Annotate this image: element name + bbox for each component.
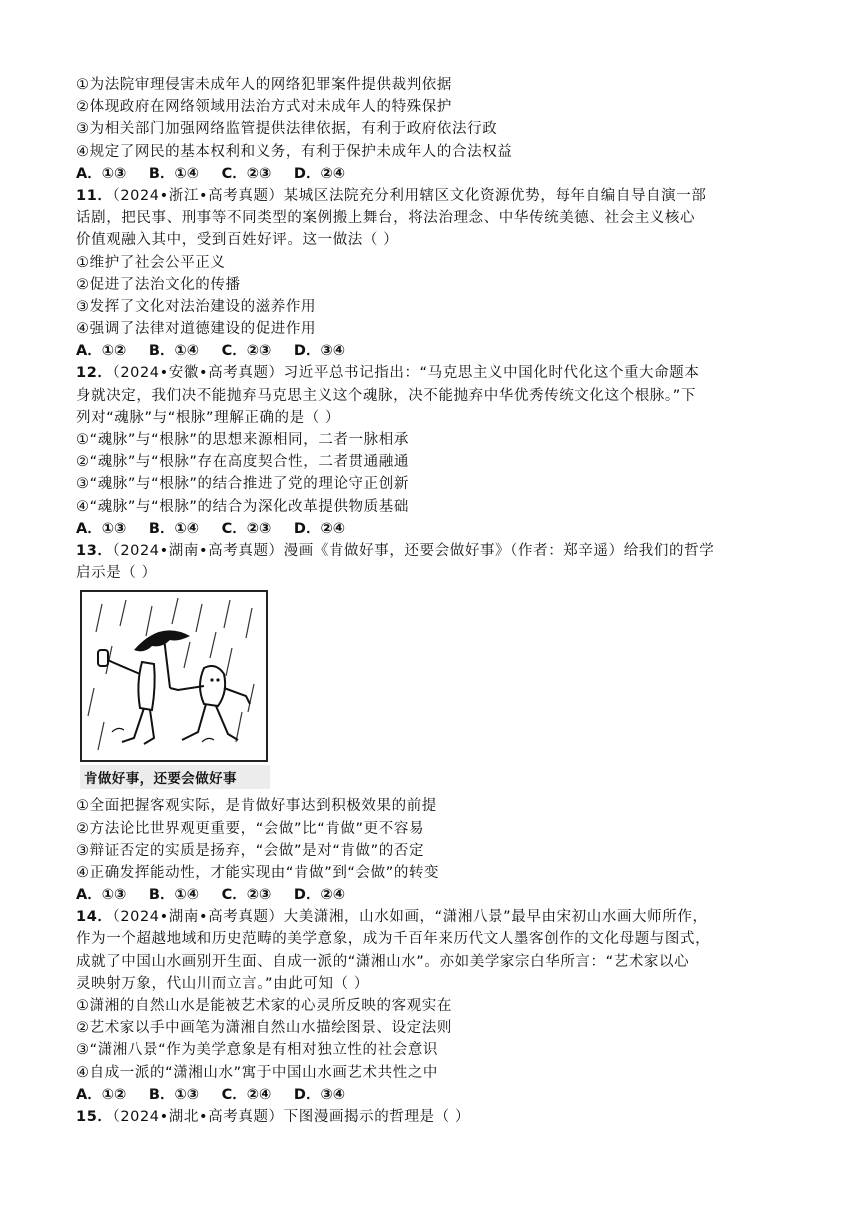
q13-cartoon-figure [80, 590, 270, 789]
q10-choice-d: D．②④ [293, 165, 346, 182]
q14-choice-b: B．①③ [148, 1086, 199, 1103]
q14-stem-text-1: （2024•湖南•高考真题）大美潇湘，山水如画，“潇湘八景”最早由宋初山水画大师所作， [112, 909, 708, 926]
q11-stem-text-1: （2024•浙江•高考真题）某城区法院充分利用辖区文化资源优势，每年自编自导自演一部 [112, 187, 707, 204]
q13-choice-d: D．②④ [293, 887, 346, 904]
q12-choice-b: B．①④ [148, 520, 199, 537]
q11-item-2: ②促进了法治文化的传播 [76, 276, 241, 293]
q11-choice-c: C．②③ [221, 343, 272, 360]
left-figure-hand [98, 650, 108, 666]
umbrella-handle [164, 638, 170, 688]
q12-item-4: ④“魂脉”与“根脉”的结合为深化改革提供物质基础 [76, 498, 409, 515]
q14-item-4: ④自成一派的“潇湘山水”寓于中国山水画艺术共性之中 [76, 1064, 439, 1081]
q14-item-3: ③“潇湘八景“作为美学意象是有相对独立性的社会意识 [76, 1042, 439, 1059]
q11-choice-d: D．③④ [293, 343, 346, 360]
q15-stem-line-1 [76, 1106, 788, 1128]
q12-choice-c: C．②③ [221, 520, 272, 537]
q12-item-2: ②“魂脉”与“根脉”存在高度契合性，二者贯通融通 [76, 454, 409, 471]
q12-item-3: ③“魂脉”与“根脉”的结合推进了党的理论守正创新 [76, 476, 409, 493]
q10-item-2: ②体现政府在网络领域用法治方式对未成年人的特殊保护 [76, 99, 452, 116]
q14-item-1: ①潇湘的自然山水是能被艺术家的心灵所反映的客观实在 [76, 998, 452, 1014]
q15-number: 15． [76, 1108, 113, 1125]
q12-stem-line-3: 列对“魂脉”与“根脉”理解正确的是（ ） [76, 409, 341, 426]
question-14 [76, 906, 788, 1106]
q14-stem-line-1 [76, 906, 788, 928]
q12-choices [76, 518, 788, 540]
q11-item-3: ③发挥了文化对法治建设的滋养作用 [76, 298, 317, 315]
q13-choice-b: B．①④ [148, 887, 199, 904]
q11-stem-line-3: 价值观融入其中，受到百姓好评。这一做法（ ） [76, 232, 399, 249]
q13-choices [76, 884, 788, 906]
umbrella-icon [134, 631, 190, 652]
question-10-options [76, 74, 788, 185]
q11-item-1: ①维护了社会公平正义 [76, 254, 226, 271]
exam-page [76, 74, 788, 1128]
question-12 [76, 362, 788, 540]
q12-choice-d: D．②④ [293, 520, 346, 537]
q10-item-4: ④规定了网民的基本权利和义务，有利于保护未成年人的合法权益 [76, 143, 513, 160]
q13-item-2: ②方法论比世界观更重要，“会做”比“肯做”更不容易 [76, 820, 425, 837]
q15-stem-text-1: （2024•湖北•高考真题）下图漫画揭示的哲理是（ ） [112, 1108, 471, 1125]
q12-stem-line-2: 身就决定，我们决不能抛弃马克思主义这个魂脉，决不能抛弃中华优秀传统文化这个根脉。”下 [76, 387, 696, 404]
q14-choice-d: D．③④ [293, 1086, 346, 1103]
q11-item-4: ④强调了法律对道德建设的促进作用 [76, 321, 317, 338]
q14-choice-a: A．①② [76, 1086, 127, 1103]
left-figure-legs [122, 708, 154, 744]
q11-stem-line-2: 话剧，把民事、刑事等不同类型的案例搬上舞台，将法治理念、中华传统美德、社会主义核心 [76, 210, 696, 227]
q13-cartoon-image [80, 590, 268, 762]
q13-stem-line-2: 启示是（ ） [76, 565, 157, 582]
q14-item-2: ②艺术家以手中画笔为潇湘自然山水描绘图景、设定法则 [76, 1020, 452, 1037]
q11-choice-b: B．①④ [148, 343, 199, 360]
q11-stem-line-1 [76, 185, 788, 207]
q12-item-1: ①“魂脉”与“根脉”的思想来源相同，二者一脉相承 [76, 432, 409, 448]
q14-stem-line-3: 成就了中国山水画别开生面、自成一派的“潇湘山水”。亦如美学家宗白华所言：“艺术家以心 [76, 953, 690, 970]
q12-number: 12． [76, 365, 113, 382]
q10-item-1: ①为法院审理侵害未成年人的网络犯罪案件提供裁判依据 [76, 77, 452, 93]
q11-number: 11． [76, 187, 113, 204]
q14-choices [76, 1084, 788, 1106]
q13-choice-a: A．①③ [76, 887, 127, 904]
q13-choice-c: C．②③ [221, 887, 272, 904]
q12-choice-a: A．①③ [76, 520, 127, 537]
q10-choice-c: C．②③ [221, 165, 272, 182]
q14-number: 14． [76, 909, 113, 926]
q13-item-3: ③辩证否定的实质是扬弃，“会做”是对“肯做”的否定 [76, 842, 425, 859]
q14-stem-line-4: 灵映射万象，代山川而立言。”由此可知（ ） [76, 975, 369, 992]
q12-stem-text-1: （2024•安徽•高考真题）习近平总书记指出：“马克思主义中国化时代化这个重大命题本 [112, 365, 700, 382]
left-figure-body [138, 662, 154, 710]
q13-item-1: ①全面把握客观实际，是肯做好事达到积极效果的前提 [76, 798, 437, 815]
q10-choices [76, 163, 788, 185]
q13-cartoon-caption: 肯做好事，还要会做好事 [80, 765, 270, 789]
question-15 [76, 1106, 788, 1128]
q10-item-3: ③为相关部门加强网络监管提供法律依据，有利于政府依法行政 [76, 121, 498, 138]
q13-stem-text-1: （2024•湖南•高考真题）漫画《肯做好事，还要会做好事》（作者：郑辛遥）给我们的哲学 [112, 542, 715, 559]
question-11 [76, 185, 788, 363]
q11-choice-a: A．①② [76, 343, 127, 360]
rain-lines [88, 598, 254, 750]
q12-stem-line-1 [76, 362, 788, 384]
q13-number: 13． [76, 542, 113, 559]
q14-choice-c: C．②④ [221, 1086, 272, 1103]
q13-item-4: ④正确发挥能动性，才能实现由“肯做”到“会做”的转变 [76, 864, 440, 881]
right-figure-legs [182, 704, 238, 740]
q11-choices [76, 340, 788, 362]
q10-choice-b: B．①④ [148, 165, 199, 182]
cartoon-drawing [82, 592, 266, 760]
question-13 [76, 540, 788, 906]
q14-stem-line-2: 作为一个超越地域和历史范畴的美学意象，成为千百年来历代文人墨客创作的文化母题与图式， [76, 931, 711, 948]
q10-choice-a: A．①③ [76, 165, 127, 182]
q13-stem-line-1 [76, 540, 788, 562]
